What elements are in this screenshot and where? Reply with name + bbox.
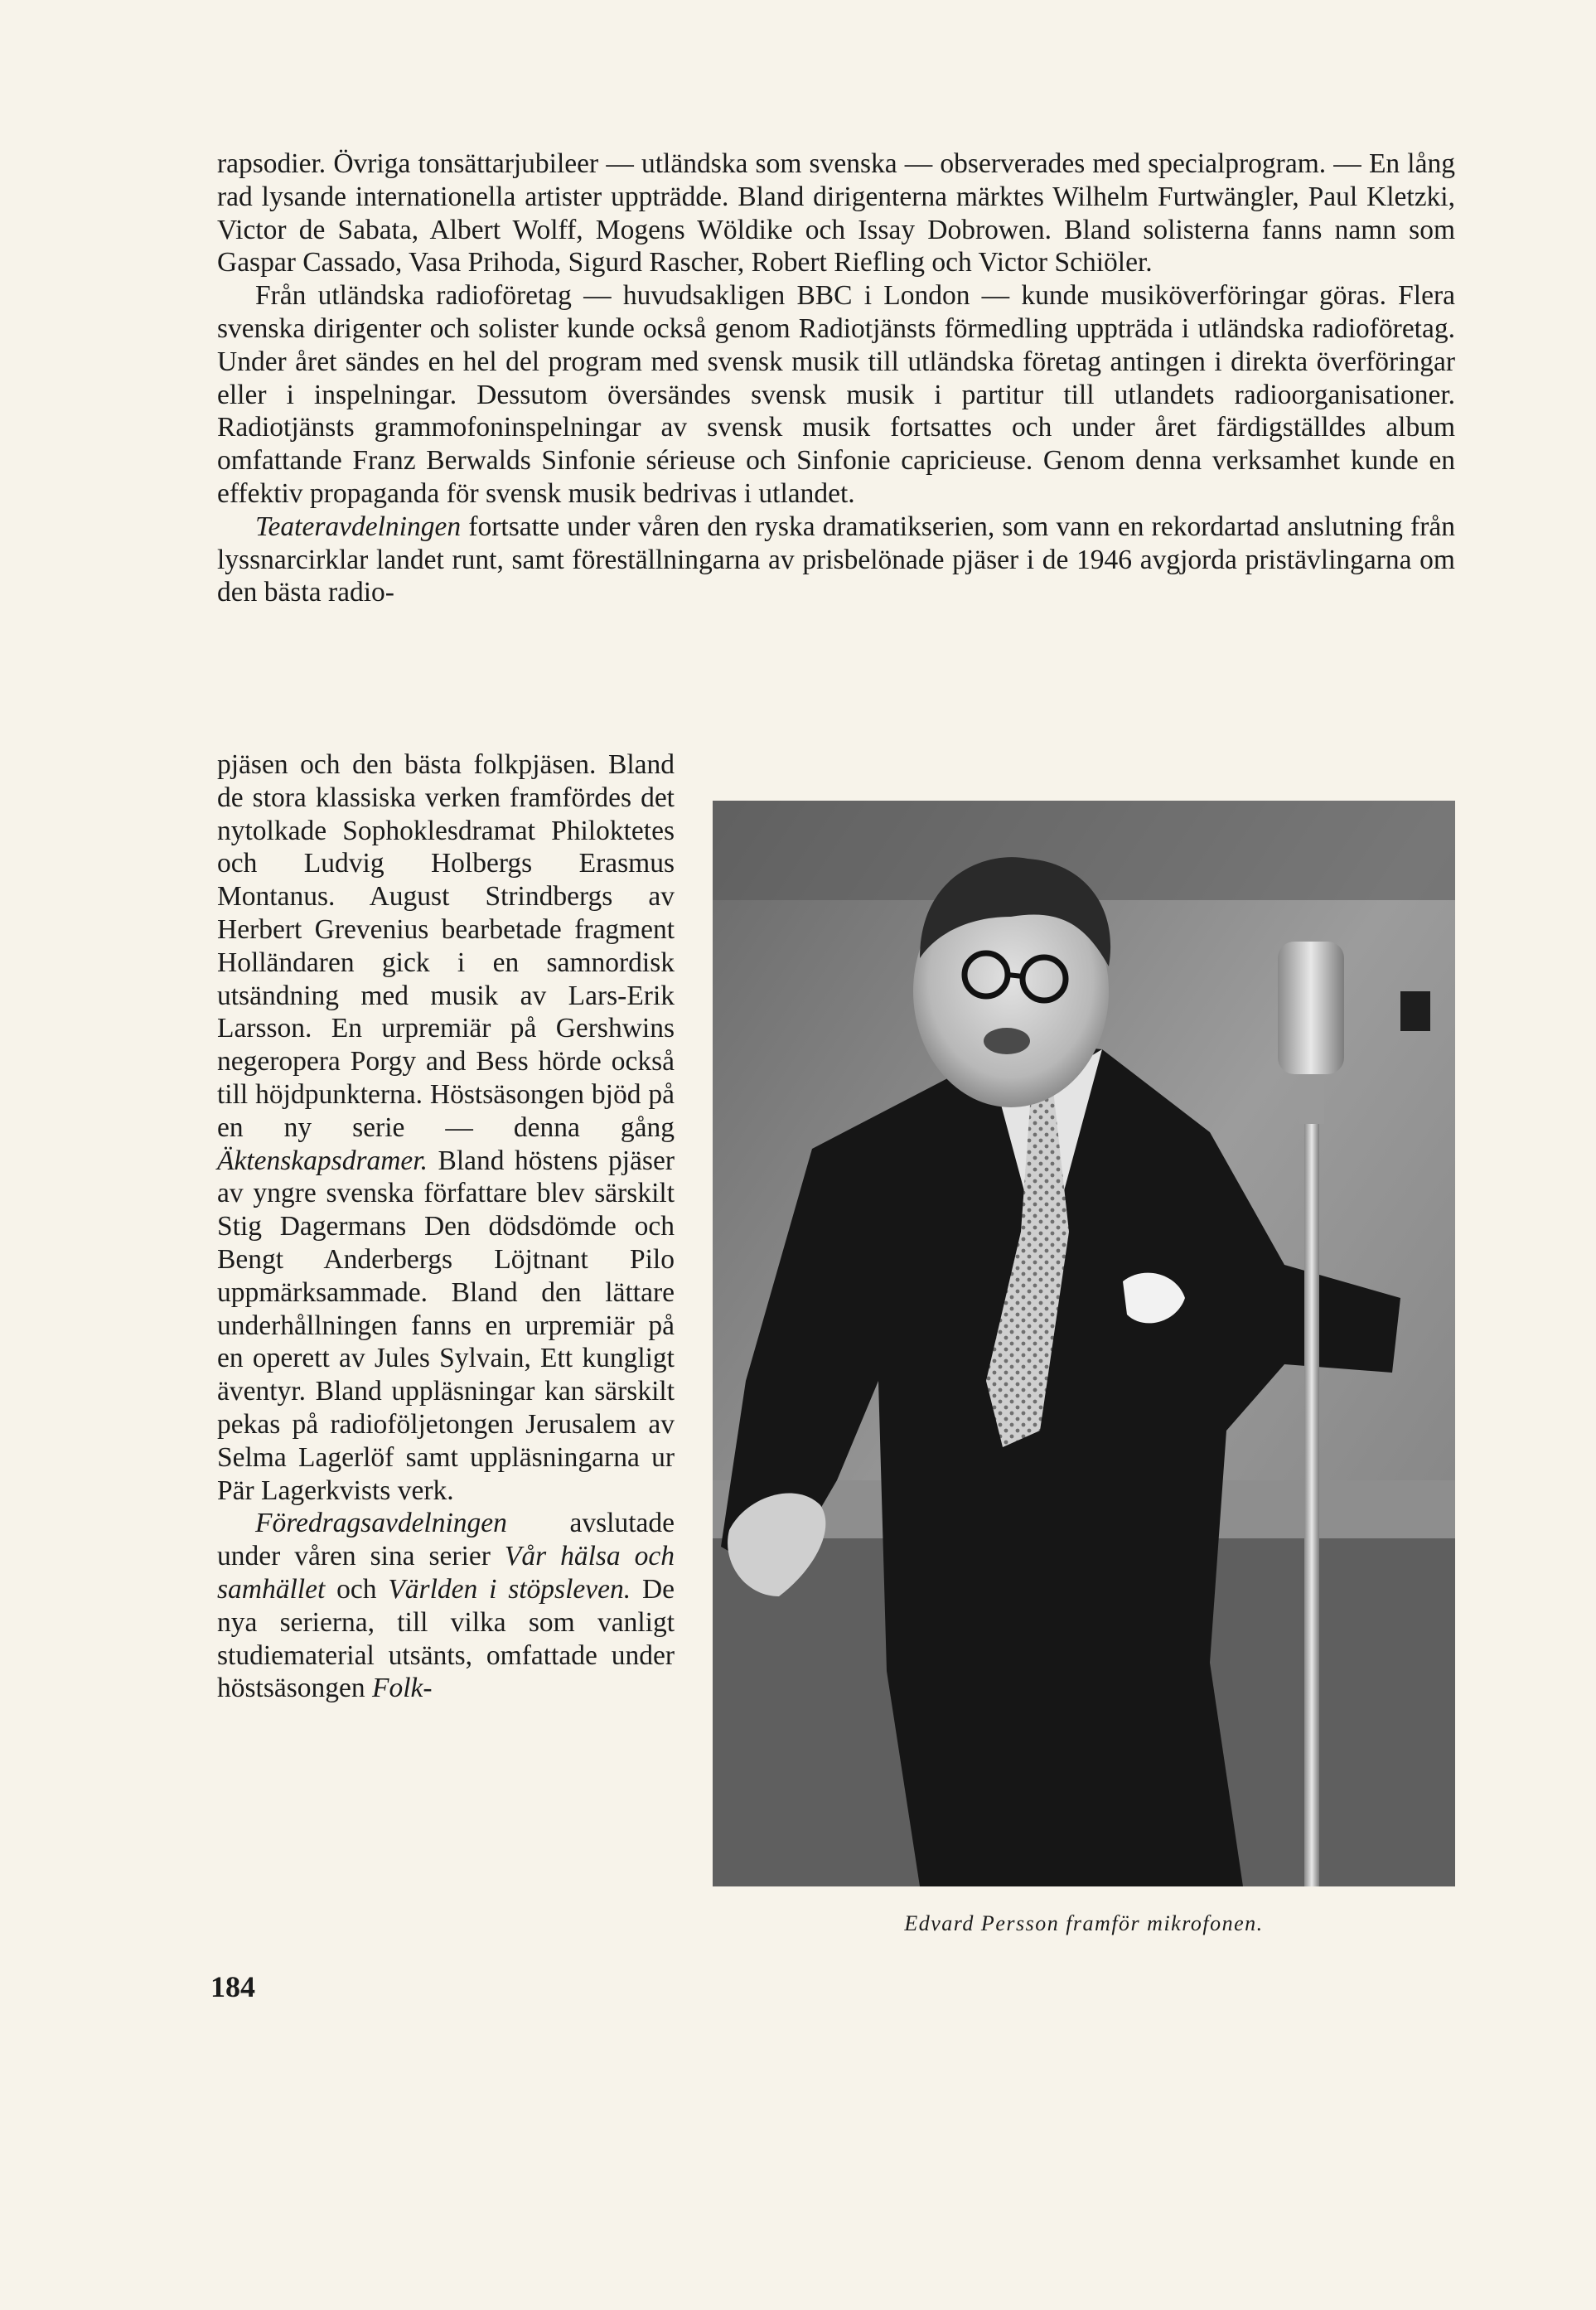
lecture-department-term: Föredragsavdelningen [255, 1508, 507, 1539]
photo-performer-at-microphone [713, 801, 1455, 1886]
paragraph-lecture-department [217, 1507, 675, 1705]
paragraph-foreign-broadcasts: Från utländska radioföretag — huvudsakligen BBC i London — kunde musiköverföringar göras. Flera svenska dirigenter och solister kunde också genom Radiotjänsts förmedling uppträda i utländska radioföretag. Under året sändes en hel del program med svensk musik till utländska företag antingen i direkta överföringar eller i inspelningar. Dessutom översändes svensk musik i partitur till utlandets radioorganisationer. Radiotjänsts grammofoninspelningar av svensk musik fortsattes och under året färdigställdes album omfattande Franz Berwalds Sinfonie sérieuse och Sinfonie capricieuse. Genom denna verksamhet kunde en effektiv propaganda för svensk musik bedrivas i utlandet. [217, 280, 1455, 509]
lecture-text-a: avslutade under våren sina serier [217, 1508, 675, 1572]
microphone-stand [1304, 1124, 1319, 1886]
lecture-text-c: De nya serierna, till vilka som vanligt studiematerial utsänts, omfattade under höstsäsongen [217, 1573, 675, 1704]
photograph [713, 801, 1455, 1886]
paragraph-theatre-continued [217, 748, 675, 1507]
series-title-health: Vår hälsa och samhället [217, 1541, 675, 1605]
mouth [984, 1028, 1030, 1054]
series-title-world: Världen i stöpsleven. [388, 1573, 631, 1605]
wall-fixture [1400, 991, 1430, 1031]
lecture-text-b: och [325, 1573, 389, 1605]
series-title-folk: Folk- [372, 1673, 433, 1704]
photo-caption: Edvard Persson framför mikrofonen. [904, 1911, 1264, 1935]
glasses-bridge [1008, 975, 1023, 976]
paragraph-music-artists: rapsodier. Övriga tonsättarjubileer — utländska som svenska — observerades med specialprogram. — En lång rad lysande internationella artister uppträdde. Bland dirigenterna märktes Wilhelm Furtwängler, Paul Kletzki, Victor de Sabata, Albert Wolff, Mogens Wöldike och Issay Dobrowen. Bland solisterna fanns namn som Gaspar Cassado, Vasa Prihoda, Sigurd Rascher, Robert Riefling och Victor Schiöler. [217, 148, 1455, 278]
theatre-department-term: Teateravdelningen [255, 511, 462, 542]
left-column-text [217, 748, 675, 1705]
page-number: 184 [210, 1970, 255, 2003]
microphone-mount [1299, 1074, 1324, 1124]
paragraph-theatre-start [217, 511, 1455, 609]
full-width-text [217, 148, 1455, 609]
theatre-continued-text-2: Bland höstens pjäser av yngre svenska författare blev särskilt Stig Dagermans Den dödsdömde och Bengt Anderbergs Löjtnant Pilo uppmärksammade. Bland den lättare underhållningen fanns en urpremiär på en operett av Jules Sylvain, Ett kungligt äventyr. Bland uppläsningar kan särskilt pekas på radioföljetongen Jerusalem av Selma Lagerlöf samt uppläsningarna ur Pär Lagerkvists verk. [217, 1145, 675, 1506]
microphone-head [1278, 942, 1344, 1074]
marriage-dramas-title: Äktenskapsdramer. [217, 1145, 428, 1176]
theatre-paragraph-text: fortsatte under våren den ryska dramatikserien, som vann en rekordartad anslutning från lyssnarcirklar landet runt, samt föreställningarna av prisbelönade pjäser i de 1946 avgjorda pristävlingarna om den bästa radio- [217, 511, 1455, 608]
theatre-continued-text-1: pjäsen och den bästa folkpjäsen. Bland de stora klassiska verken framfördes det nytolkade Sophoklesdramat Philoktetes och Ludvig Holbergs Erasmus Montanus. August Strindbergs av Herbert Grevenius bearbetade fragment Holländaren gick i en samnordisk utsändning med musik av Lars-Erik Larsson. En urpremiär på Gershwins negeropera Porgy and Bess hörde också till höjdpunkterna. Höstsäsongen bjöd på en ny serie — denna gång [217, 749, 675, 1143]
